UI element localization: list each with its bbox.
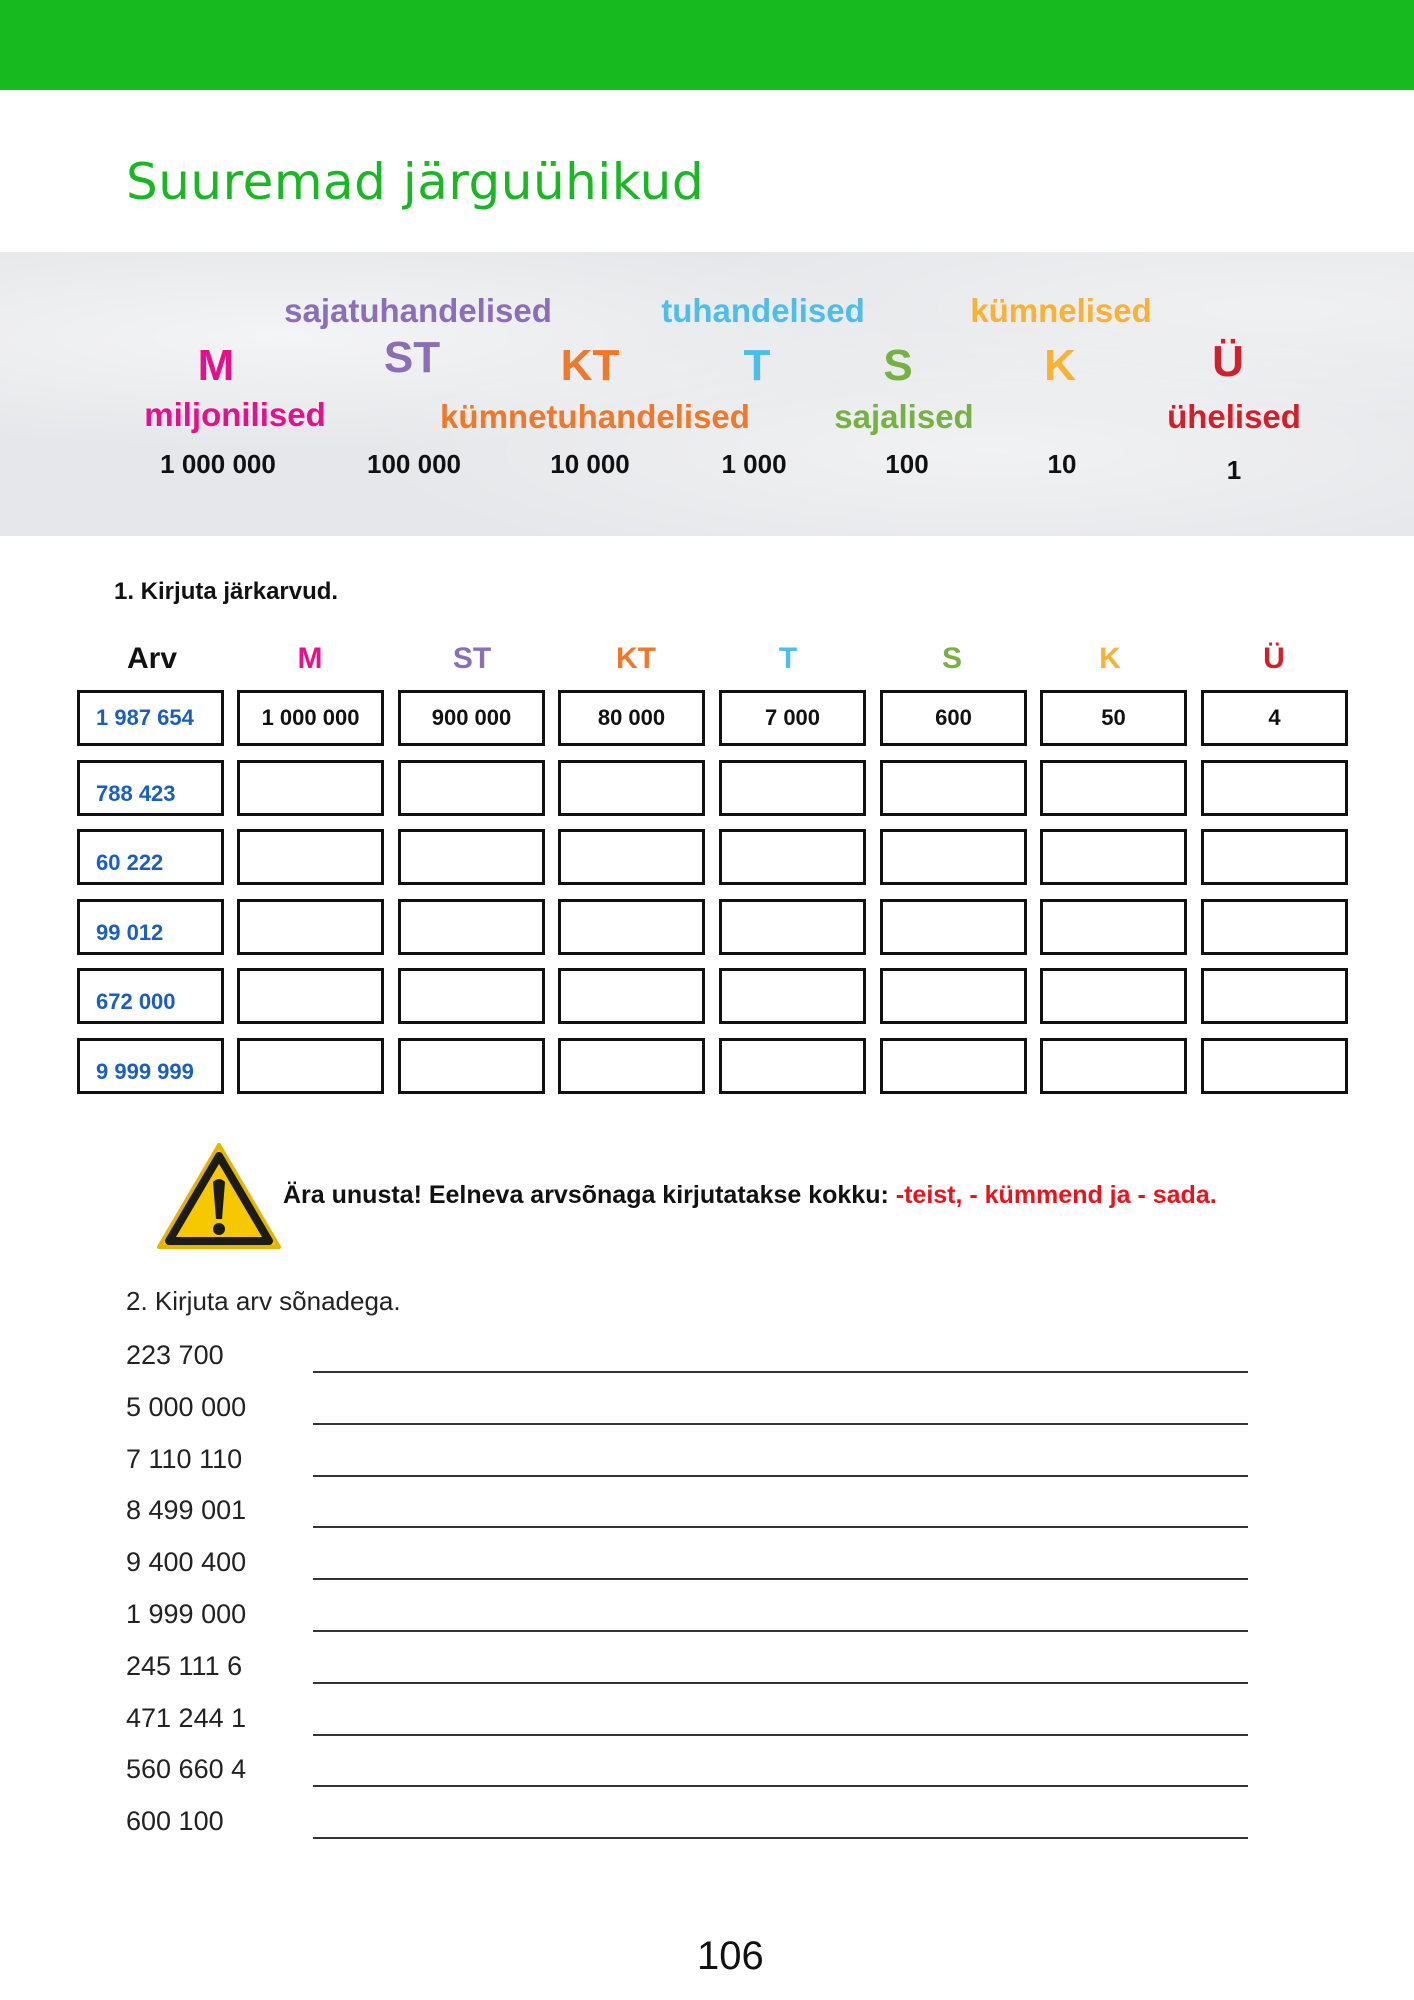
answer-cell-u[interactable] bbox=[1201, 1038, 1348, 1094]
place-name-t: tuhandelised bbox=[661, 292, 865, 329]
exercise1-title: 1. Kirjuta järkarvud. bbox=[114, 578, 339, 605]
answer-cell-s[interactable] bbox=[880, 760, 1027, 816]
place-symbol-u: Ü bbox=[1212, 337, 1244, 386]
place-symbol-st: ST bbox=[383, 333, 441, 382]
answer-line[interactable] bbox=[313, 1682, 1248, 1684]
answer-cell-u[interactable] bbox=[1201, 968, 1348, 1024]
column-header-t: T bbox=[778, 642, 798, 675]
answer-line[interactable] bbox=[313, 1578, 1248, 1580]
place-name-k: kümnelised bbox=[970, 292, 1152, 329]
answer-line[interactable] bbox=[313, 1475, 1248, 1477]
answer-cell-st[interactable] bbox=[398, 968, 545, 1024]
place-name-u: ühelised bbox=[1167, 398, 1301, 435]
answer-cell-u[interactable] bbox=[1201, 829, 1348, 885]
answer-cell-u[interactable] bbox=[1201, 760, 1348, 816]
number-to-write: 5 000 000 bbox=[126, 1391, 247, 1422]
place-name-m: miljonilised bbox=[144, 396, 326, 433]
number-cell: 9 999 999 bbox=[77, 1038, 224, 1094]
answer-line[interactable] bbox=[313, 1785, 1248, 1787]
answer-cell-t[interactable]: 7 000 bbox=[719, 690, 866, 746]
answer-cell-k[interactable] bbox=[1040, 760, 1187, 816]
page-number: 106 bbox=[697, 1934, 764, 1978]
answer-line[interactable] bbox=[313, 1371, 1248, 1373]
place-name-kt: kümnetuhandelised bbox=[440, 398, 750, 435]
answer-cell-u[interactable] bbox=[1201, 899, 1348, 955]
place-value-kt: 10 000 bbox=[550, 449, 630, 479]
answer-line[interactable] bbox=[313, 1630, 1248, 1632]
exercise2-title: 2. Kirjuta arv sõnadega. bbox=[126, 1286, 401, 1316]
place-symbol-k: K bbox=[1044, 341, 1076, 390]
column-header-kt: KT bbox=[616, 642, 656, 675]
number-to-write: 223 700 bbox=[126, 1340, 224, 1370]
warning-icon bbox=[156, 1142, 282, 1252]
column-header-u: Ü bbox=[1263, 642, 1285, 675]
number-to-write: 600 100 bbox=[126, 1806, 224, 1837]
answer-cell-s[interactable] bbox=[880, 899, 1027, 955]
number-cell: 60 222 bbox=[77, 829, 224, 885]
number-cell: 1 987 654 bbox=[77, 690, 224, 746]
warning-text bbox=[283, 1181, 1217, 1210]
column-header-st: ST bbox=[452, 642, 492, 675]
place-value-u: 1 bbox=[1226, 455, 1242, 485]
place-value-s: 100 bbox=[885, 449, 929, 479]
answer-cell-st[interactable] bbox=[398, 899, 545, 955]
place-symbol-t: T bbox=[743, 341, 771, 390]
place-symbol-m: M bbox=[197, 341, 235, 390]
number-cell: 99 012 bbox=[77, 899, 224, 955]
warning-triangle-icon bbox=[156, 1142, 282, 1252]
answer-cell-st[interactable] bbox=[398, 1038, 545, 1094]
column-header-number: Arv bbox=[126, 642, 178, 675]
place-value-st: 100 000 bbox=[367, 449, 461, 479]
place-symbol-kt: KT bbox=[560, 341, 620, 390]
answer-cell-t[interactable] bbox=[719, 899, 866, 955]
answer-cell-m[interactable] bbox=[237, 760, 384, 816]
answer-cell-kt[interactable] bbox=[558, 899, 705, 955]
answer-cell-m[interactable] bbox=[237, 899, 384, 955]
answer-line[interactable] bbox=[313, 1423, 1248, 1425]
answer-cell-m[interactable]: 1 000 000 bbox=[237, 690, 384, 746]
answer-cell-k[interactable]: 50 bbox=[1040, 690, 1187, 746]
column-header-k: K bbox=[1099, 642, 1121, 675]
warning-highlight: -teist, - kümmend ja - sada. bbox=[895, 1181, 1217, 1209]
answer-cell-t[interactable] bbox=[719, 968, 866, 1024]
answer-cell-kt[interactable] bbox=[558, 829, 705, 885]
answer-cell-st[interactable]: 900 000 bbox=[398, 690, 545, 746]
answer-cell-k[interactable] bbox=[1040, 899, 1187, 955]
answer-cell-s[interactable] bbox=[880, 1038, 1027, 1094]
answer-cell-t[interactable] bbox=[719, 760, 866, 816]
number-to-write: 7 110 110 bbox=[126, 1443, 243, 1474]
answer-cell-k[interactable] bbox=[1040, 968, 1187, 1024]
answer-cell-st[interactable] bbox=[398, 760, 545, 816]
answer-cell-kt[interactable] bbox=[558, 968, 705, 1024]
place-value-band bbox=[0, 252, 1414, 536]
page-title: Suuremad järguühikud bbox=[126, 153, 705, 211]
answer-line[interactable] bbox=[313, 1526, 1248, 1528]
answer-line[interactable] bbox=[313, 1837, 1248, 1839]
column-header-s: S bbox=[941, 642, 963, 675]
number-cell: 672 000 bbox=[77, 968, 224, 1024]
answer-cell-kt[interactable] bbox=[558, 1038, 705, 1094]
answer-cell-m[interactable] bbox=[237, 968, 384, 1024]
place-name-st: sajatuhandelised bbox=[284, 292, 552, 329]
number-to-write: 1 999 000 bbox=[126, 1599, 247, 1629]
answer-cell-s[interactable]: 600 bbox=[880, 690, 1027, 746]
answer-cell-k[interactable] bbox=[1040, 1038, 1187, 1094]
header-bar bbox=[0, 0, 1414, 90]
place-value-m: 1 000 000 bbox=[160, 449, 276, 479]
number-to-write: 471 244 1 bbox=[126, 1702, 247, 1733]
answer-cell-kt[interactable]: 80 000 bbox=[558, 690, 705, 746]
answer-cell-m[interactable] bbox=[237, 829, 384, 885]
place-name-s: sajalised bbox=[834, 398, 974, 435]
answer-line[interactable] bbox=[313, 1734, 1248, 1736]
answer-cell-s[interactable] bbox=[880, 968, 1027, 1024]
answer-cell-u[interactable]: 4 bbox=[1201, 690, 1348, 746]
answer-cell-s[interactable] bbox=[880, 829, 1027, 885]
number-cell: 788 423 bbox=[77, 760, 224, 816]
number-to-write: 8 499 001 bbox=[126, 1495, 247, 1526]
column-header-m: M bbox=[297, 642, 323, 675]
answer-cell-st[interactable] bbox=[398, 829, 545, 885]
place-value-t: 1 000 bbox=[721, 449, 787, 479]
number-to-write: 9 400 400 bbox=[126, 1547, 247, 1578]
answer-cell-k[interactable] bbox=[1040, 829, 1187, 885]
number-to-write: 560 660 4 bbox=[126, 1754, 247, 1785]
answer-cell-kt[interactable] bbox=[558, 760, 705, 816]
answer-cell-t[interactable] bbox=[719, 829, 866, 885]
warning-message: Ära unusta! Eelneva arvsõnaga kirjutatakse kokku: bbox=[283, 1181, 889, 1209]
number-to-write: 245 111 6 bbox=[126, 1650, 243, 1681]
place-symbol-s: S bbox=[883, 341, 913, 390]
answer-cell-m[interactable] bbox=[237, 1038, 384, 1094]
answer-cell-t[interactable] bbox=[719, 1038, 866, 1094]
place-value-k: 10 bbox=[1047, 449, 1077, 479]
